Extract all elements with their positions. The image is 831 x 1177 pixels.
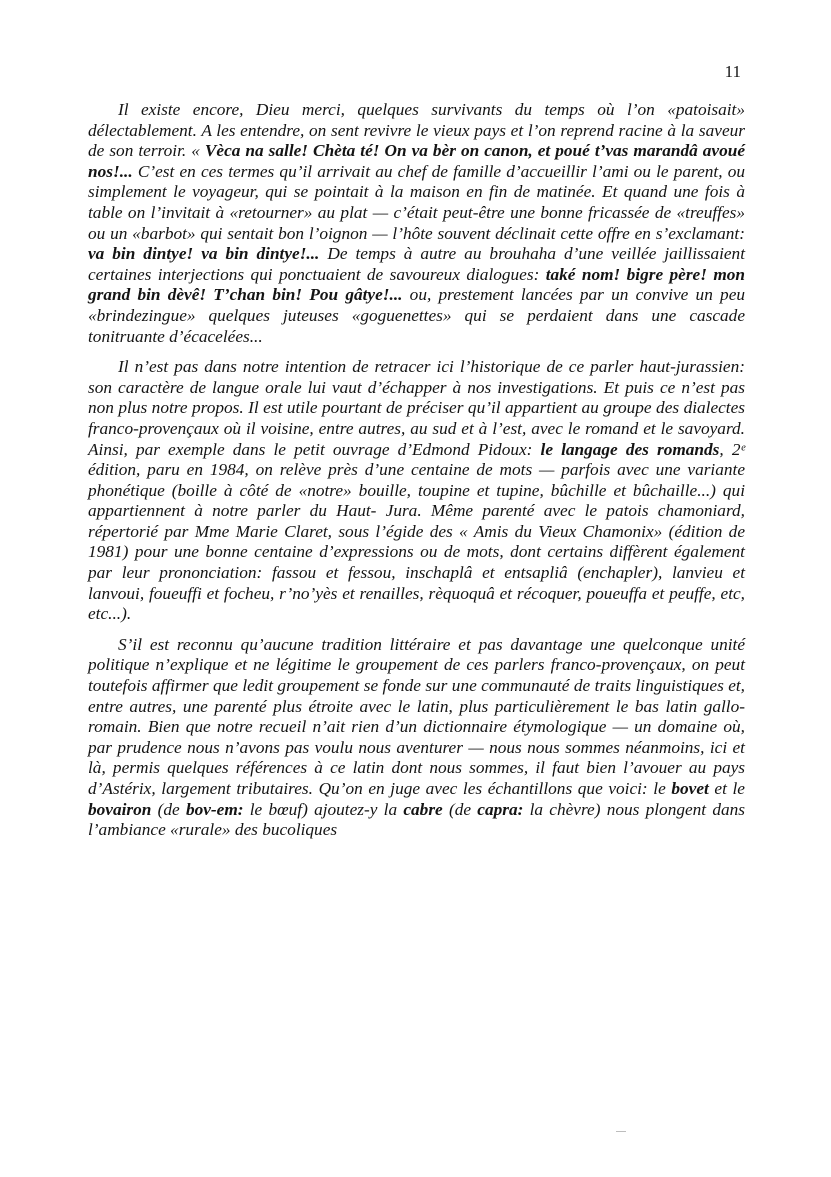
bold-run: bovairon (88, 799, 152, 819)
page-number: 11 (724, 62, 741, 81)
text-run: ou, prestement lancées par un convive un peu «brindezingue» quelques juteuses «goguenettes» qui se perdaient dans une cascade tonitruante d’écacelées... (88, 285, 745, 346)
bold-run: Vèca na salle! Chèta té! On va bèr on canon, et poué t’vas marandâ avoué nos!... (88, 141, 746, 181)
scan-mark (616, 1131, 626, 1132)
text-run: le bœuf) ajoutez-y la (243, 799, 404, 819)
text-run: (de (151, 799, 186, 819)
text-run: et le (708, 779, 745, 798)
paragraph-2 (88, 357, 745, 625)
paragraph-3 (88, 635, 745, 841)
text-run: De temps à autre au brouhaha d’une veillée jaillissaient certaines interjections qui ponctuaient de savoureux dialogues: (88, 244, 745, 284)
text-run: , 2ᵉ édition, paru en 1984, on relève près d’une centaine de mots — parfois avec une variante phonétique (boille à côté de «notre» bouille, toupine et tupine, bûchille et bûchaille...) qui appartiennent à notre parler du Haut- Jura. Même parenté avec le patois chamoniard, répertorié par Mme Marie Claret, sous l’égide des « Amis du Vieux Chamonix» (édition de 1981) pour une bonne centaine d’expressions ou de mots, dont certains diffèrent également par leur prononciation: fassou et fessou, inschaplâ et entsapliâ (enchapler), lanvieu et lanvoui, foueuffi et focheu, r’no’yès et renailles, rèquoquâ et récoquer, poueuffa et peuffe, etc, etc...). (88, 439, 745, 624)
text-run: Il n’est pas dans notre intention de retracer ici l’historique de ce parler haut-jurassien: son caractère de langue orale lui vaut d’échapper à nos investigations. Et puis ce n’est pas non plus notre propos. Il est utile pourtant de préciser qu’il appartient au groupe des dialectes franco-provençaux où il voisine, entre autres, au sud et à l’est, avec le romand et le savoyard. Ainsi, par exemple dans le petit ouvrage d’Edmond Pidoux: (88, 357, 745, 459)
bold-run: také nom! bigre père! mon grand bin dèvê! T’chan bin! Pou gâtye!... (88, 264, 746, 305)
text-run: (de (442, 799, 478, 819)
bold-run: le langage des romands (540, 439, 720, 459)
text-run: la chèvre) nous plongent dans l’ambiance «rurale» des bucoliques (88, 799, 745, 840)
text-run: C’est en ces termes qu’il arrivait au chef de famille d’accueillir l’ami ou le parent, ou simplement le voyageur, qui se pointait à la maison en fin de matinée. Et quand une fois à table on l’invitait à «retourner» au plat — c’était peut-être une bonne fricassée de «treuffes» ou un «barbot» qui sentait bon l’oignon — l’hôte souvent déclinait cette offre en s’exclamant: (88, 161, 745, 243)
bold-run: capra: (477, 799, 524, 819)
paragraph-1 (88, 100, 745, 347)
body-text (88, 100, 745, 851)
text-run: Il existe encore, Dieu merci, quelques survivants du temps où l’on «patoisait» délectablement. A les entendre, on sent revivre le vieux pays et l’on reprend racine à la saveur de son terroir. « (88, 100, 745, 161)
bold-run: bov-em: (185, 799, 244, 819)
text-run: S’il est reconnu qu’aucune tradition littéraire et pas davantage une quelconque unité politique n’explique et ne légitime le groupement de ces parlers franco-provençaux, on peut toutefois affirmer que ledit groupement se fonde sur une communauté de traits linguistiques et, entre autres, une parenté plus étroite avec le latin, plus particulièrement le bas latin gallo-romain. Bien que notre recueil n’ait rien d’un dictionnaire étymologique — un domaine où, par prudence nous n’avons pas voulu nous aventurer — nous nous sommes néanmoins, ici et là, permis quelques références à ce latin dont nous sommes, il faut bien l’avouer au pays d’Astérix, largement tributaires. Qu’on en juge avec les échantillons que voici: le (88, 634, 745, 798)
bold-run: va bin dintye! va bin dintye!... (88, 244, 320, 264)
bold-run: bovet (671, 779, 709, 798)
bold-run: cabre (403, 799, 443, 819)
